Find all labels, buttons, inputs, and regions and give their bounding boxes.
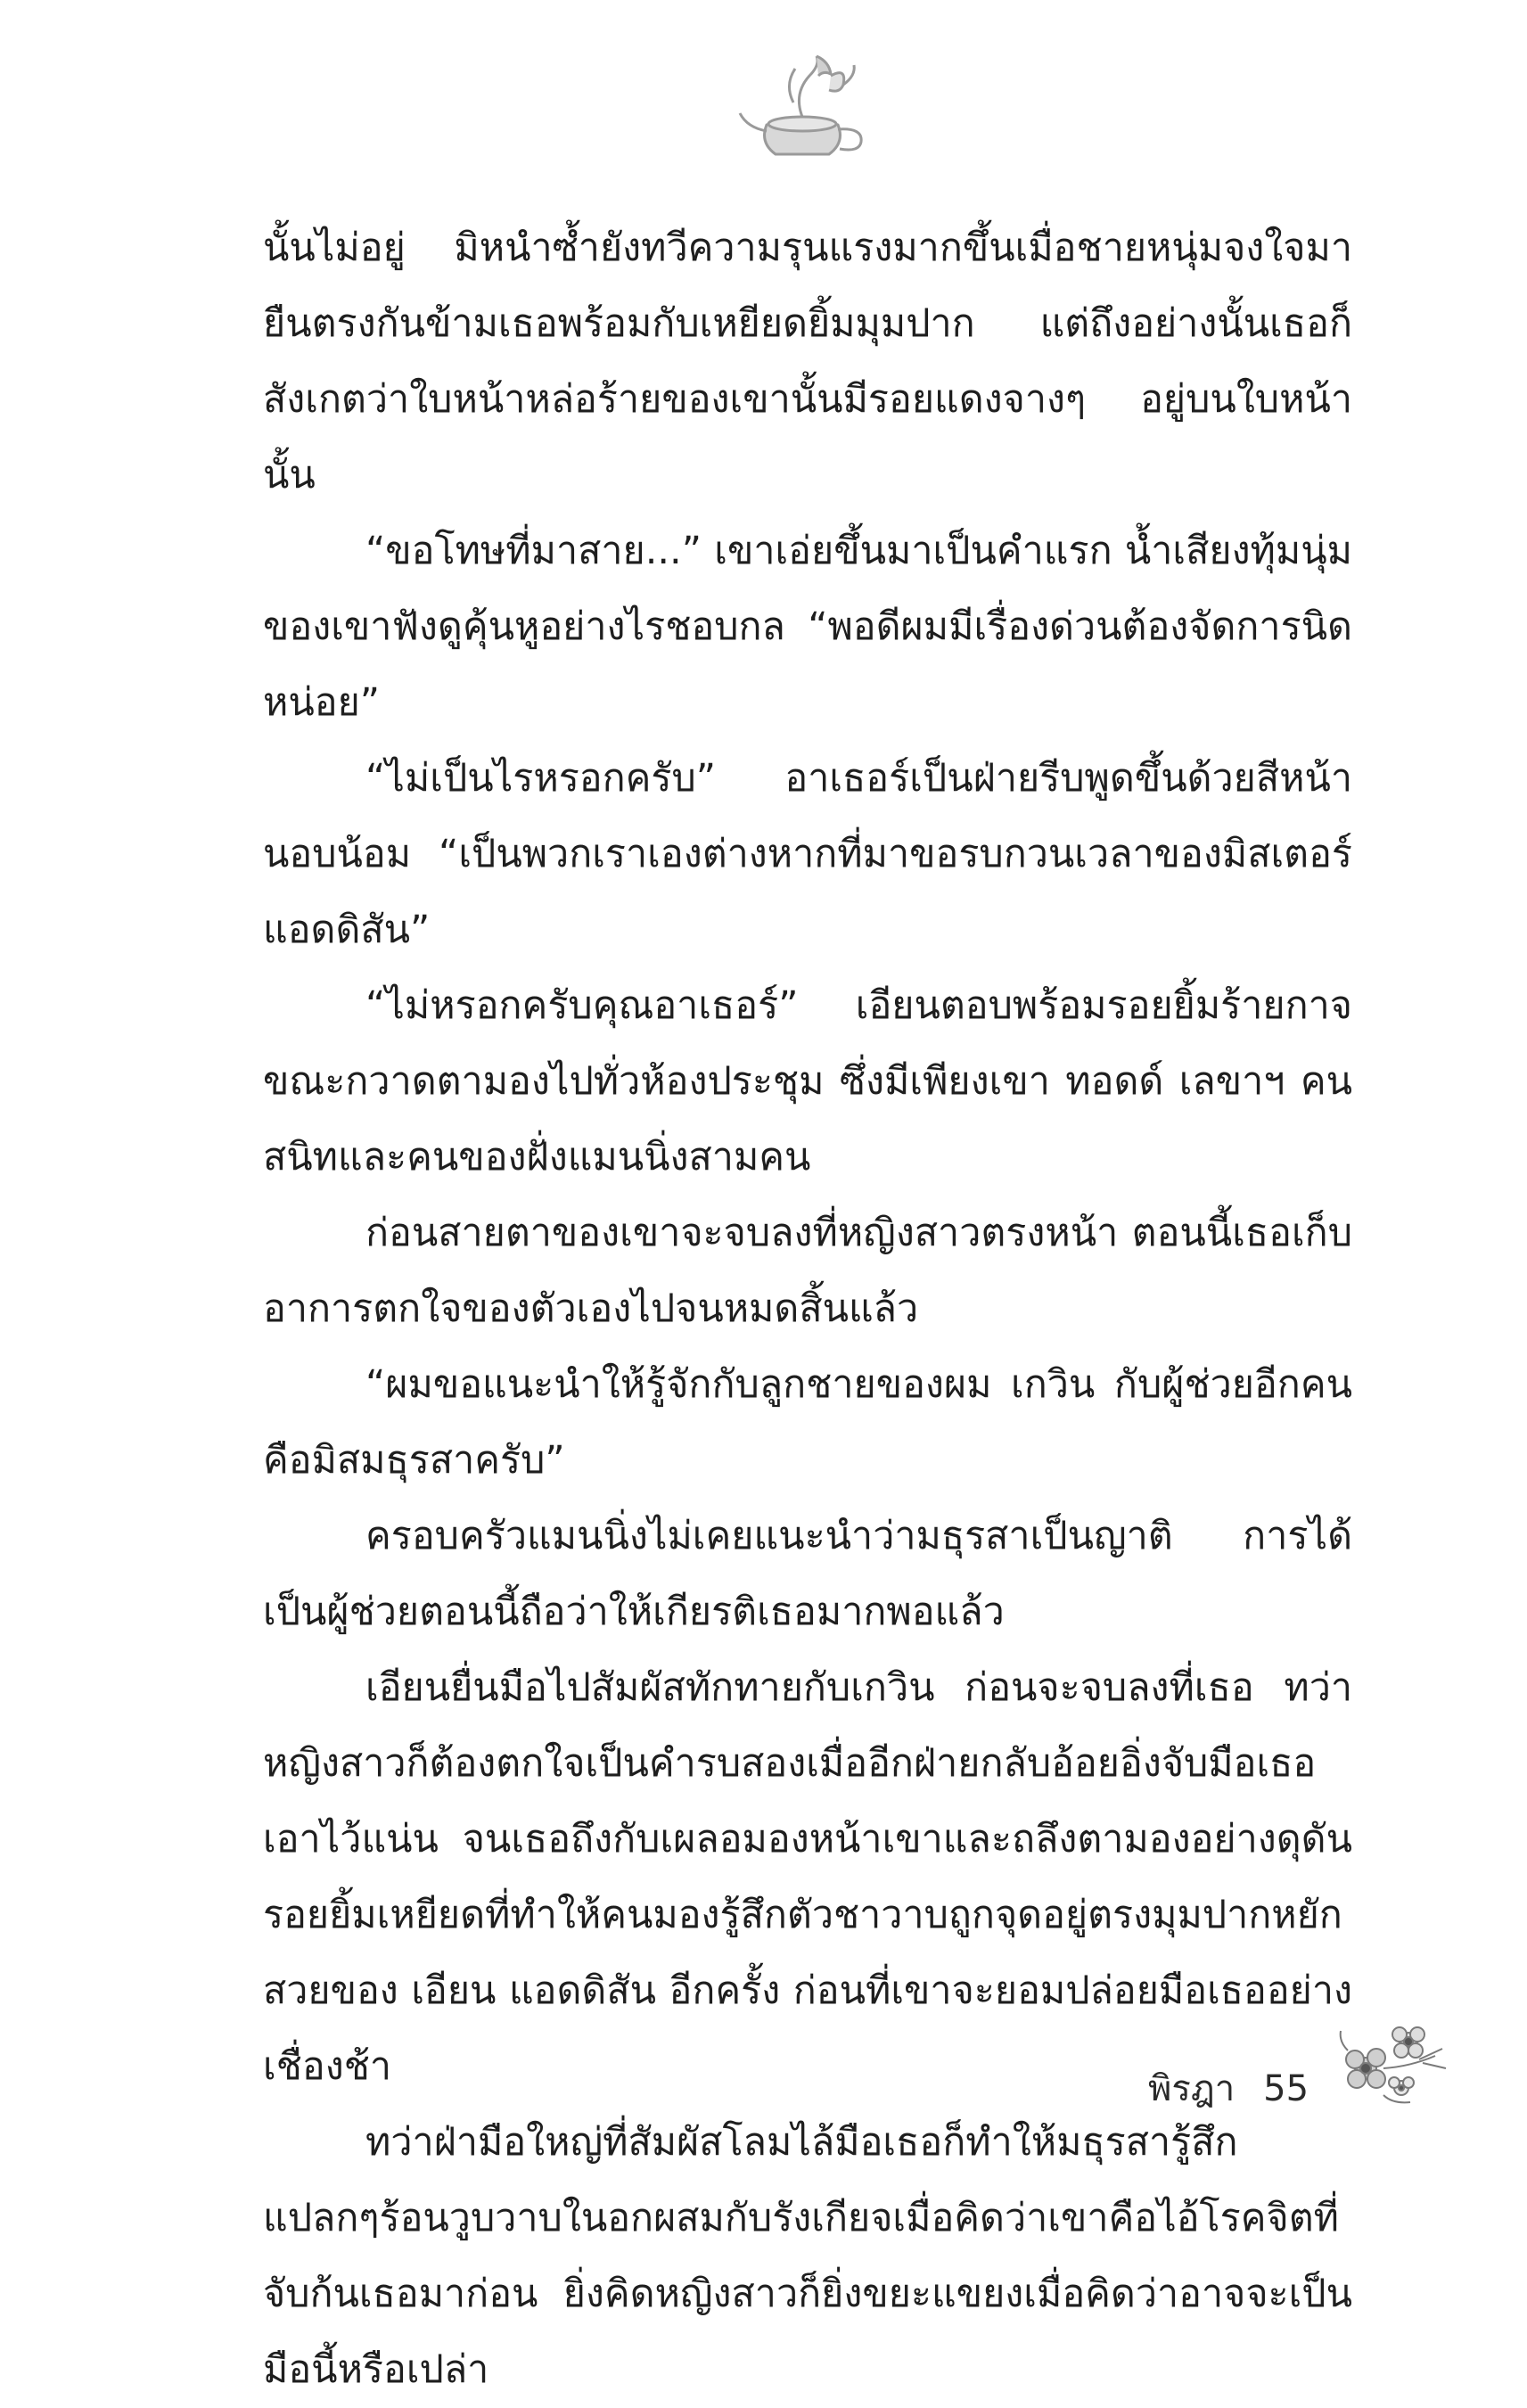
paragraph: “ไม่เป็นไรหรอกครับ” อาเธอร์เป็นฝ่ายรีบพูดขึ้นด้วยสีหน้านอบน้อม “เป็นพวกเราเองต่างหากที่มาขอรบกวนเวลาของมิสเตอร์แอดดิสัน” <box>263 756 1352 952</box>
teapot-ornament-icon <box>731 49 874 165</box>
book-title: พิรฎา <box>1148 2068 1236 2109</box>
page-footer <box>1148 2059 1309 2116</box>
paragraph: เอียนยื่นมือไปสัมผัสทักทายกับเกวิน ก่อนจะจบลงที่เธอ ทว่าหญิงสาวก็ต้องตกใจเป็นคำรบสองเมื่ออีกฝ่ายกลับอ้อยอิ่งจับมือเธอเอาไว้แน่น จนเธอถึงกับเผลอมองหน้าเขาและถลึงตามองอย่างดุดันรอยยิ้มเหยียดที่ทำให้คนมองรู้สึกตัวชาวาบถูกจุดอยู่ตรงมุมปากหยักสวยของ เอียน แอดดิสัน อีกครั้ง ก่อนที่เขาจะยอมปล่อยมือเธออย่างเชื่องช้า <box>263 1665 1352 2089</box>
flower-ornament-icon <box>1330 2006 1455 2113</box>
paragraph: ทว่าฝ่ามือใหญ่ที่สัมผัสโลมไล้มือเธอก็ทำให้มธุรสารู้สึกแปลกๆร้อนวูบวาบในอกผสมกับรังเกียจเมื่อคิดว่าเขาคือไอ้โรคจิตที่จับก้นเธอมาก่อน ยิ่งคิดหญิงสาวก็ยิ่งขยะแขยงเมื่อคิดว่าอาจจะเป็นมือนี้หรือเปล่า <box>263 2120 1352 2392</box>
paragraph: นั้นไม่อยู่ มิหนำซ้ำยังทวีความรุนแรงมากขึ้นเมื่อชายหนุ่มจงใจมายืนตรงกันข้ามเธอพร้อมกับเหยียดยิ้มมุมปาก แต่ถึงอย่างนั้นเธอก็สังเกตว่าใบหน้าหล่อร้ายของเขานั้นมีรอยแดงจางๆ อยู่บนใบหน้านั้น <box>263 226 1352 497</box>
paragraph: “ไม่หรอกครับคุณอาเธอร์” เอียนตอบพร้อมรอยยิ้มร้ายกาจ ขณะกวาดตามองไปทั่วห้องประชุม ซึ่งมีเพียงเขา ทอดด์ เลขาฯ คนสนิทและคนของฝั่งแมนนิ่งสามคน <box>263 983 1352 1179</box>
paragraph: ก่อนสายตาของเขาจะจบลงที่หญิงสาวตรงหน้า ตอนนี้เธอเก็บอาการตกใจของตัวเองไปจนหมดสิ้นแล้ว <box>263 1211 1352 1331</box>
paragraph: “ขอโทษที่มาสาย...” เขาเอ่ยขึ้นมาเป็นคำแรก น้ำเสียงทุ้มนุ่มของเขาฟังดูคุ้นหูอย่างไรชอบกล “พอดีผมมีเรื่องด่วนต้องจัดการนิดหน่อย” <box>263 529 1352 725</box>
page-number: 55 <box>1263 2068 1309 2109</box>
paragraph: “ผมขอแนะนำให้รู้จักกับลูกชายของผม เกวิน กับผู้ช่วยอีกคนคือมิสมธุรสาครับ” <box>263 1362 1352 1483</box>
paragraph: ครอบครัวแมนนิ่งไม่เคยแนะนำว่ามธุรสาเป็นญาติ การได้เป็นผู้ช่วยตอนนี้ถือว่าให้เกียรติเธอมากพอแล้ว <box>263 1514 1352 1634</box>
